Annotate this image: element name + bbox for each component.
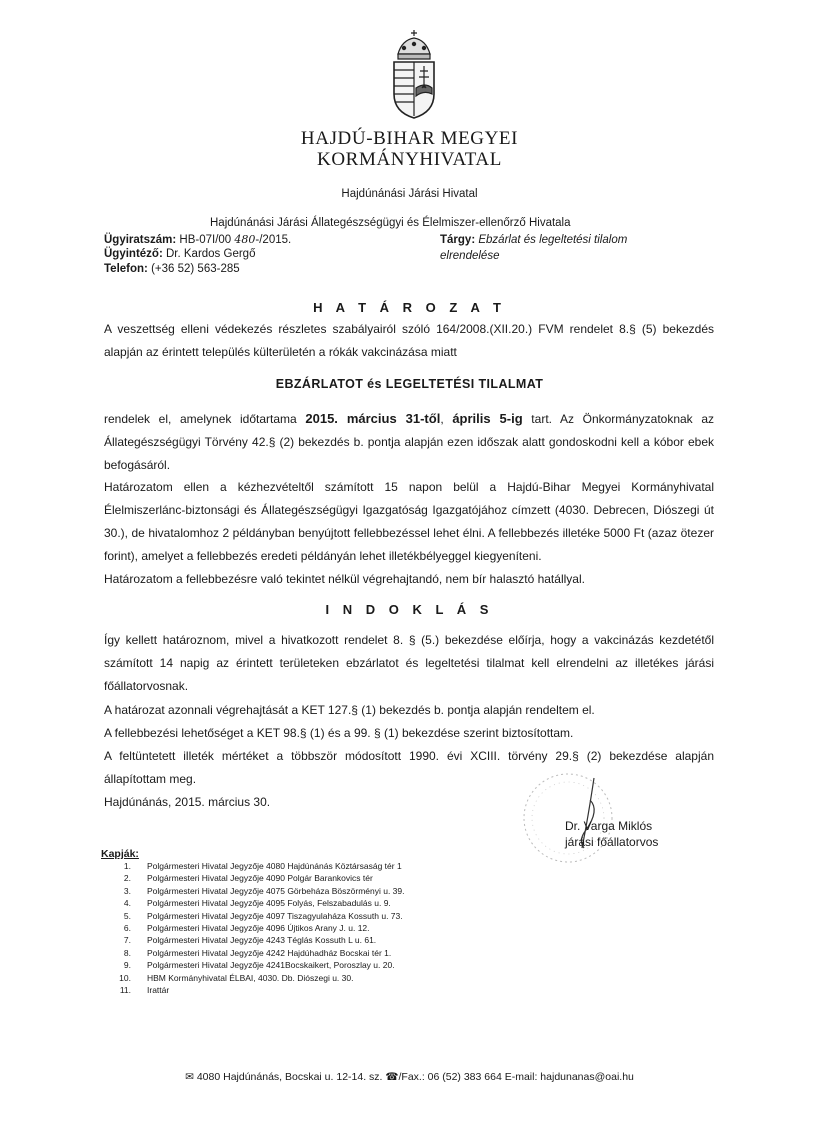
case-number — [104, 232, 291, 248]
subject-line2: elrendelése — [440, 250, 500, 262]
org-name-line2: KORMÁNYHIVATAL — [317, 149, 502, 170]
list-item: 4. Polgármesteri Hivatal Jegyzője 4095 Folyás, Felszabadulás u. 9. — [123, 898, 391, 909]
list-item: 2. Polgármesteri Hivatal Jegyzője 4090 Polgár Barankovics tér — [123, 873, 373, 884]
reasoning-p4: A feltüntetett illeték mértéket a többször módosított 1990. évi XCIII. törvény 29.§ (2) bekezdése alapján állapítottam meg. — [104, 749, 714, 786]
phone-icon: ☎ — [385, 1071, 399, 1083]
decision-body-pre: rendelek el, amelynek időtartama — [104, 412, 306, 426]
recipients-title: Kapják: — [101, 848, 139, 860]
date-to: április 5-ig — [452, 411, 523, 426]
decision-heading: H A T Á R O Z A T — [313, 300, 506, 315]
clerk-value: Dr. Kardos Gergő — [165, 248, 256, 260]
subject-line1: Ebzárlat és legeltetési tilalom — [478, 234, 628, 246]
decision-intro: A veszettség elleni védekezés részletes szabályairól szóló 164/2008.(XII.20.) FVM rendelet 8.§ (5) bekezdés alapján az érintett település külterületén a rókák vakcinázása miatt — [104, 322, 714, 359]
reasoning-heading: I N D O K L Á S — [325, 602, 494, 617]
decision-order: EBZÁRLATOT és LEGELTETÉSI TILALMAT — [275, 377, 544, 391]
reasoning-p2: A határozat azonnali végrehajtását a KET 127.§ (1) bekezdés b. pontja alapján rendeltem el. — [104, 703, 595, 717]
list-item: 10. HBM Kormányhivatal ÉLBAI, 4030. Db. Diószegi u. 30. — [119, 972, 354, 983]
case-value: HB-07I/00 — [179, 234, 235, 246]
case-label: Ügyiratszám: — [104, 234, 177, 246]
sub-office: Hajdúnánási Járási Állategészségügyi és Élelmiszer-ellenőrző Hivatala — [210, 217, 571, 229]
footer-address: 4080 Hajdúnánás, Bocskai u. 12-14. sz. — [196, 1071, 383, 1083]
org-name-line1: HAJDÚ-BIHAR MEGYEI — [300, 128, 519, 149]
signatory-name: Dr. Varga Miklós — [565, 819, 653, 833]
list-item: 11. Irattár — [119, 984, 170, 995]
clerk-label: Ügyintéző: — [104, 248, 163, 260]
case-handwritten: 480 — [234, 233, 256, 246]
enforce-paragraph: Határozatom a fellebbezésre való tekintet nélkül végrehajtandó, nem bír halasztó hatállyal. — [104, 572, 585, 586]
list-item: 3. Polgármesteri Hivatal Jegyzője 4075 Görbeháza Böszörményi u. 39. — [123, 885, 405, 896]
signatory-title: járási főállatorvos — [565, 835, 659, 849]
list-item: 9. Polgármesteri Hivatal Jegyzője 4241Bocskaikert, Poroszlay u. 20. — [123, 960, 395, 971]
phone-value: (+36 52) 563-285 — [151, 263, 240, 275]
list-item: 6. Polgármesteri Hivatal Jegyzője 4096 Újtikos Arany J. u. 12. — [123, 922, 370, 933]
list-item: 7. Polgármesteri Hivatal Jegyzője 4243 Téglás Kossuth L u. 61. — [123, 935, 377, 946]
coat-of-arms-icon — [388, 28, 440, 120]
footer — [0, 1071, 819, 1083]
phone — [104, 262, 240, 277]
envelope-icon: ✉ — [185, 1071, 194, 1083]
date-from: 2015. március 31-től — [305, 411, 441, 426]
reasoning-p1: Így kellett határoznom, mivel a hivatkozott rendelet 8. § (5.) bekezdése előírja, hogy a vakcinázás kezdetétől számított 14 napig az érintett területeken ebzárlatot és legeltetési tilalmat kell elrendelni az illetékes járási főállatorvosnak. — [104, 633, 714, 693]
reasoning-p3: A fellebbezési lehetőséget a KET 98.§ (1) és a 99. § (1) bekezdése szerint biztosítottam. — [104, 726, 574, 740]
decision-body: rendelek el, amelynek időtartama 2015. március 31-től, április 5-ig tart. Az Önkormányzatoknak az Állategészségügyi Törvény 42.§ (2) bekezdés b. pontja alapján ezen időszak alatt gondoskodni kell a kóbor ebek befogásáról. — [104, 411, 715, 472]
district-office: Hajdúnánási Járási Hivatal — [341, 188, 478, 200]
place-date: Hajdúnánás, 2015. március 30. — [104, 795, 271, 809]
appeal-paragraph: Határozatom ellen a kézhezvételtől számított 15 napon belül a Hajdú-Bihar Megyei Kormányhivatal Élelmiszerlánc-biztonsági és Állategészségügyi Igazgatóság Igazgatójához címzett (4030. Debrecen, Diószegi út 30.), de hivatalomhoz 2 példányban benyújtott fellebbezéssel lehet élni. A fellebbezés illetéke 5000 Ft (azaz ötezer forint), amelyet a fellebbezés eredeti példányán lehet illetékbélyeggel kiegyeníteni. — [104, 480, 714, 563]
clerk — [104, 247, 255, 262]
decision-body-post: tart. Az Önkormányzatoknak az Állategészségügyi Törvény 42.§ (2) bekezdés b. pontja alapján ezen időszak alatt gondoskodni kell a kóbor ebek befogásáról. — [104, 412, 715, 472]
case-suffix: -/2015. — [255, 234, 292, 246]
footer-contact: /Fax.: 06 (52) 383 664 E-mail: hajdunanas@oai.hu — [398, 1071, 634, 1083]
list-item: 8. Polgármesteri Hivatal Jegyzője 4242 Hajdúhadház Bocskai tér 1. — [123, 947, 392, 958]
recipients-list — [101, 860, 405, 996]
list-item: 1. Polgármesteri Hivatal Jegyzője 4080 Hajdúnánás Köztársaság tér 1 — [123, 861, 402, 871]
list-item: 5. Polgármesteri Hivatal Jegyzője 4097 Tiszagyulaháza Kossuth u. 73. — [123, 910, 403, 921]
signature-block — [565, 818, 658, 850]
subject — [440, 232, 627, 264]
phone-label: Telefon: — [104, 263, 148, 275]
subject-label: Tárgy: — [440, 234, 476, 246]
